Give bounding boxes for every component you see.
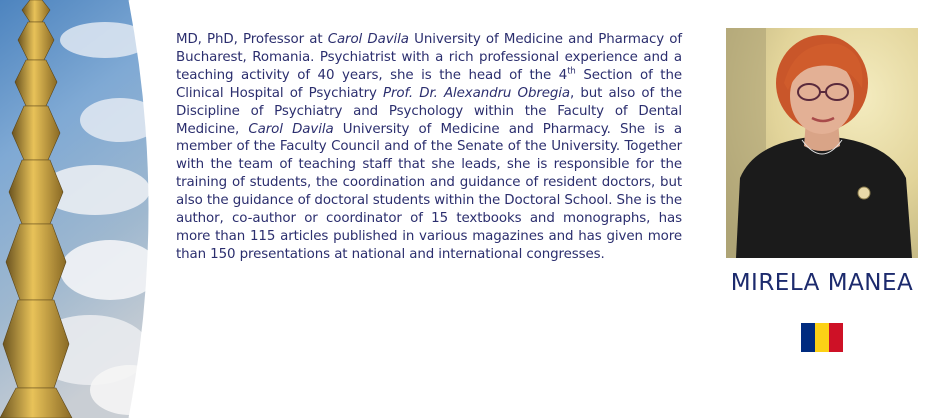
flag-stripe-yellow	[815, 323, 829, 352]
bio-university-name-2: Carol Davila	[248, 121, 334, 137]
flag-stripe-red	[829, 323, 843, 352]
speaker-biography	[176, 31, 682, 264]
bio-text-4: , but also of the Discipline of Psychiatry and Psychology within the Faculty of Dental Medicine,	[176, 85, 682, 137]
bio-hospital-name: Prof. Dr. Alexandru Obregia	[383, 85, 571, 101]
romania-flag-icon	[801, 323, 843, 352]
speaker-portrait-photo	[726, 28, 918, 258]
bio-text-2: University of Medicine and Pharmacy of Bucharest, Romania. Psychiatrist with a rich professional experience and a teaching activity of 40 years, she is the head of the 4	[176, 32, 682, 83]
bio-text-3: Section of the Clinical Hospital of Psychiatry	[176, 67, 682, 101]
bio-text-5: University of Medicine and Pharmacy. She is a member of the Faculty Council and of the Senate of the University. Together with the team of teaching staff that she leads, she is responsible for the training of students, the coordination and guidance of resident doctors, but also the guidance of doctoral students within the Doctoral School. She is the author, co-author or coordinator of 15 textbooks and monographs, has more than 115 articles published in various magazines and has given more than 150 presentations at national and international congresses.	[176, 121, 682, 262]
endless-column-sky-image	[0, 0, 170, 418]
flag-stripe-blue	[801, 323, 815, 352]
bio-text-1: MD, PhD, Professor at	[176, 32, 328, 47]
speaker-name: MIRELA MANEA	[730, 270, 914, 296]
bio-ordinal-suffix: th	[567, 66, 576, 77]
bio-university-name: Carol Davila	[327, 32, 409, 47]
